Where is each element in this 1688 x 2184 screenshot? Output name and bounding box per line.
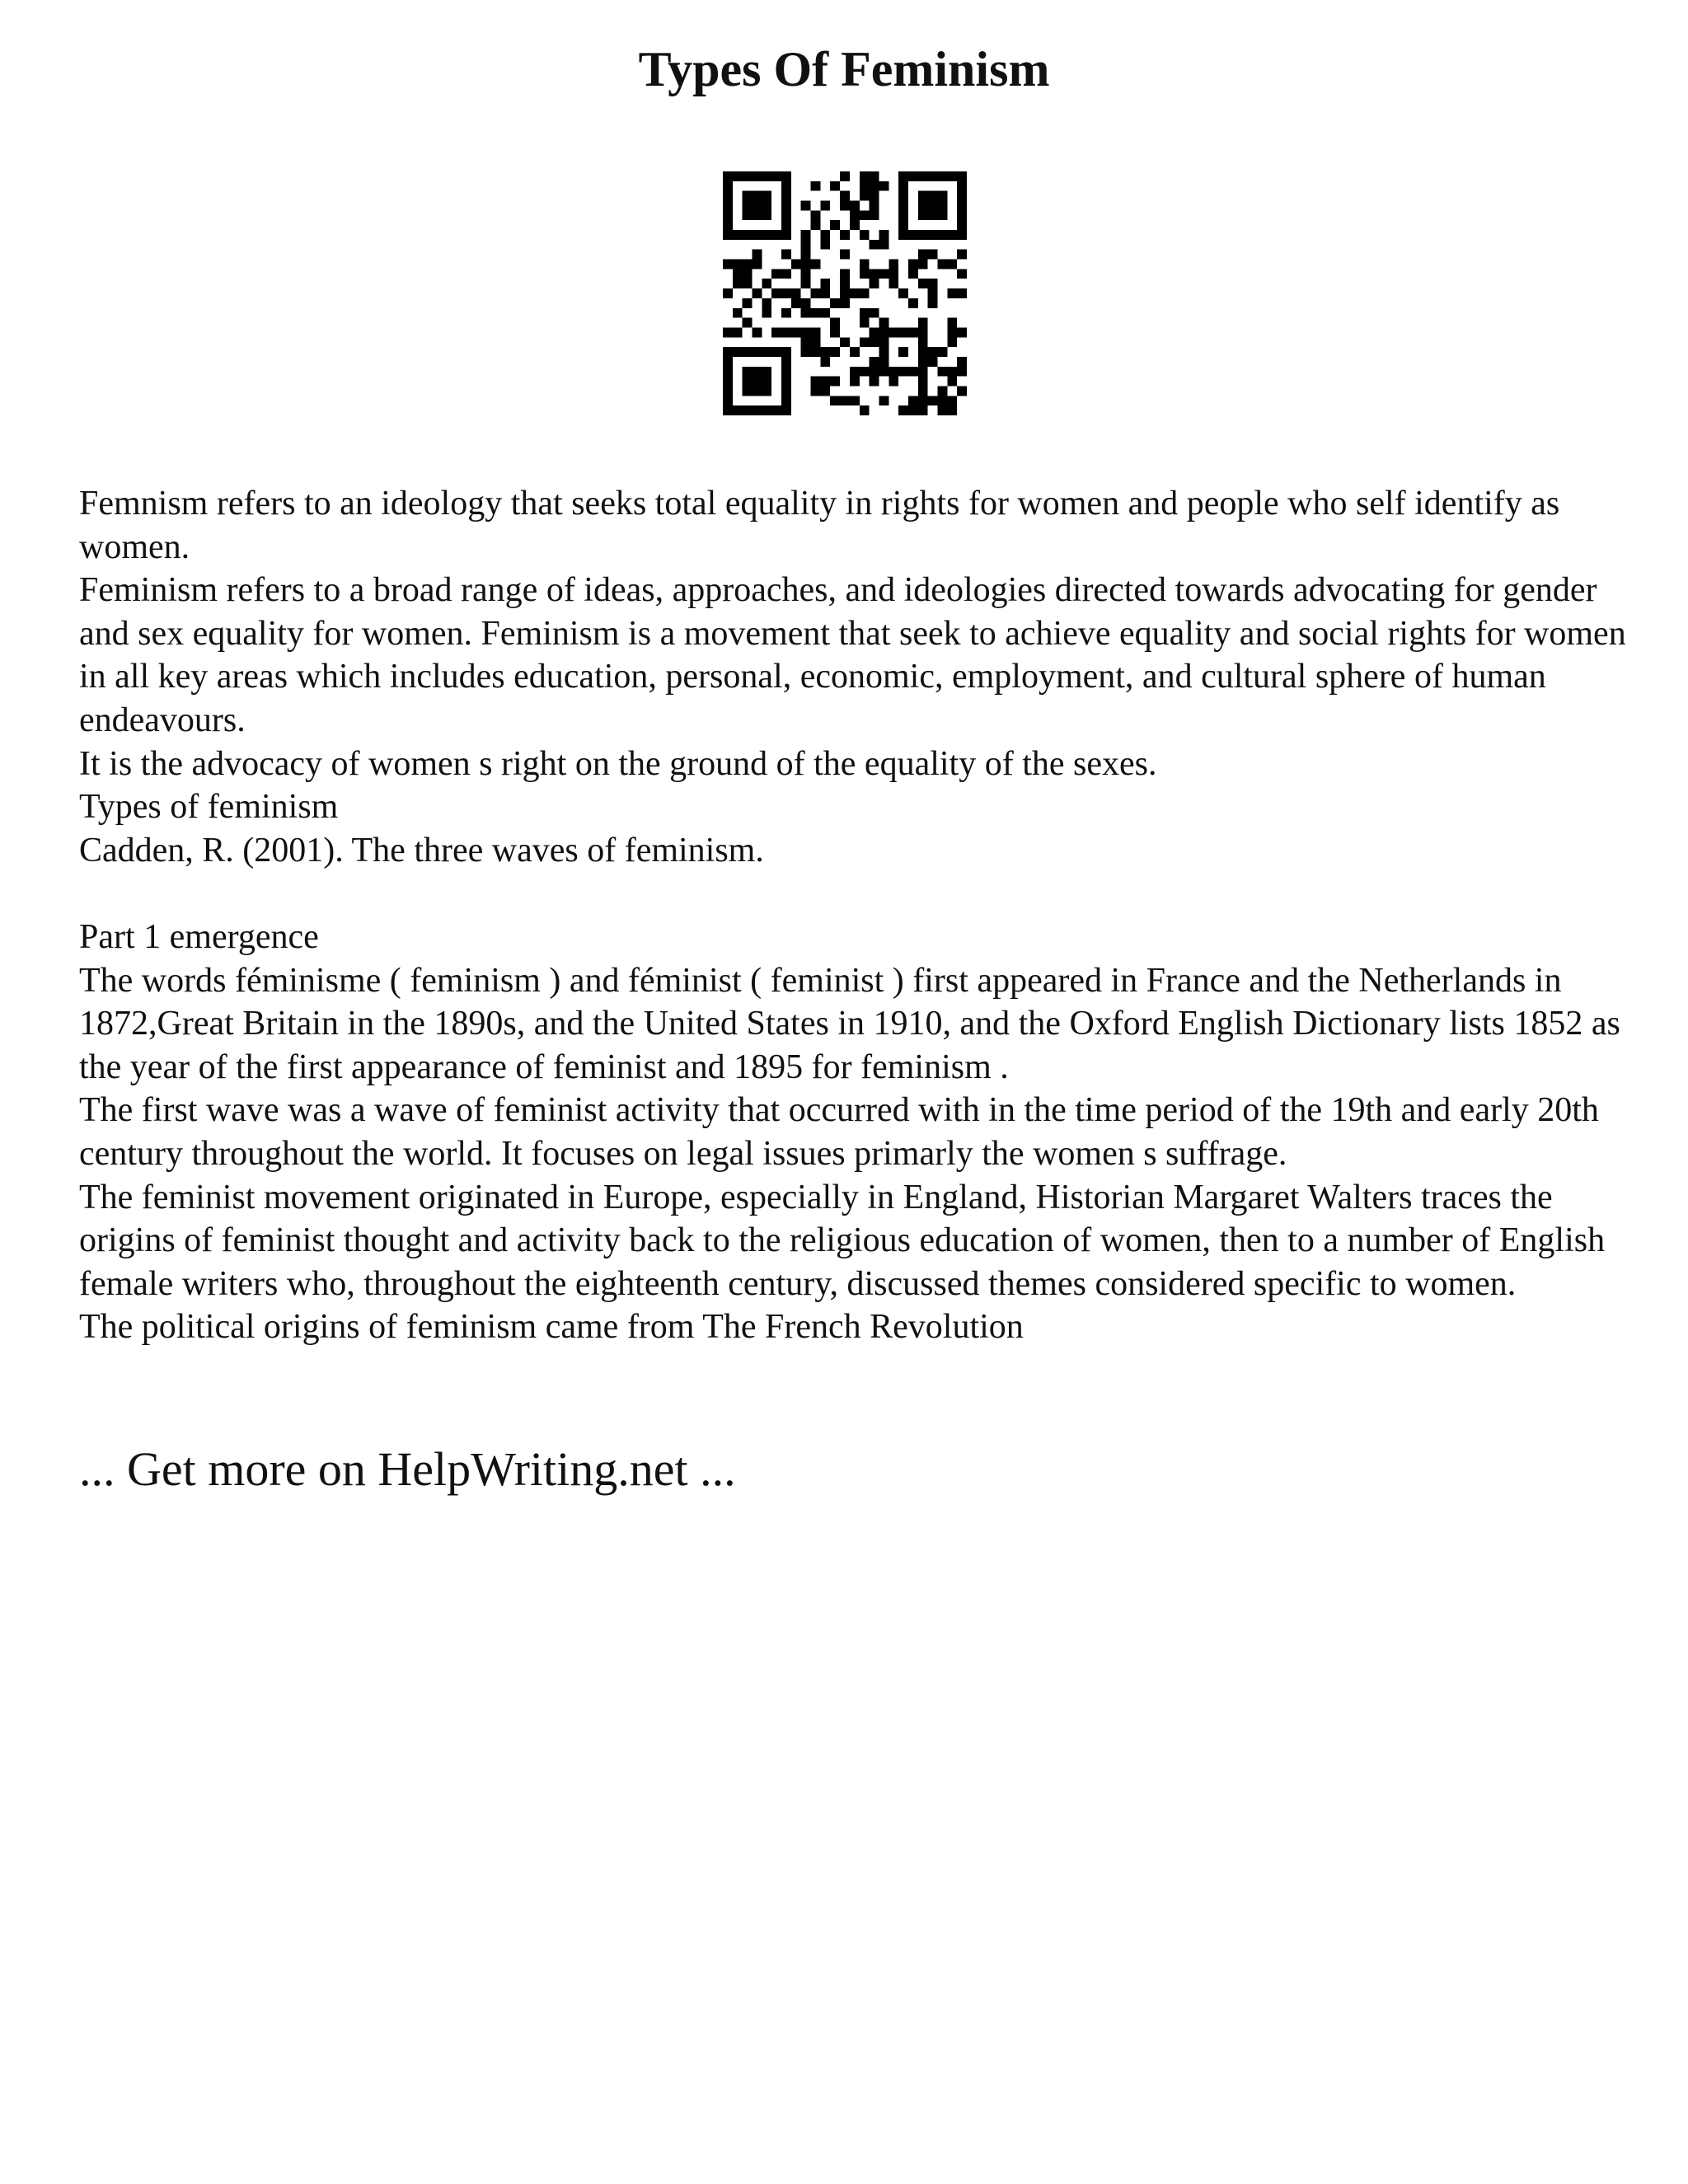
paragraph-political-origins: The political origins of feminism came from The French Revolution (79, 1308, 1024, 1347)
paragraph-part-heading: Part 1 emergence (79, 917, 319, 956)
paragraph-words-origin: The words féminisme ( feminism ) and féminist ( feminist ) first appeared in France and the Netherlands in 1872,Great Britain in the 1890s, and the United States in 1910, and the Oxford English Dictionary lists 1852 as the year of the first appearance of feminist and 1895 for feminism . (79, 961, 1620, 1086)
document-body (79, 482, 1637, 1349)
paragraph-definition: Femnism refers to an ideology that seeks total equality in rights for women and people who self identify as women. (79, 485, 1560, 566)
paragraph-european-origin: The feminist movement originated in Europe, especially in England, Historian Margaret Walters traces the origins of feminist thought and activity back to the religious education of women, then to a number of English female writers who, throughout the eighteenth century, discussed themes considered specific to women. (79, 1178, 1606, 1303)
paragraph-gap (79, 872, 1637, 916)
paragraph-broad-range: Feminism refers to a broad range of ideas, approaches, and ideologies directed towards advocating for gender and sex equality for women. Feminism is a movement that seek to achieve equality and social rights for women in all key areas which includes education, personal, economic, employment, and cultural sphere of human endeavours. (79, 571, 1626, 739)
qr-code-icon[interactable] (723, 171, 967, 415)
get-more-link[interactable]: ... Get more on HelpWriting.net ... (79, 1442, 736, 1496)
paragraph-citation: Cadden, R. (2001). The three waves of feminism. (79, 831, 764, 869)
paragraph-advocacy: It is the advocacy of women s right on the ground of the equality of the sexes. (79, 744, 1157, 783)
paragraph-first-wave: The first wave was a wave of feminist activity that occurred with in the time period of the 19th and early 20th century throughout the world. It focuses on legal issues primarly the women s suffrage. (79, 1091, 1599, 1173)
paragraph-types-heading: Types of feminism (79, 788, 339, 827)
page-title: Types Of Feminism (638, 42, 1050, 96)
